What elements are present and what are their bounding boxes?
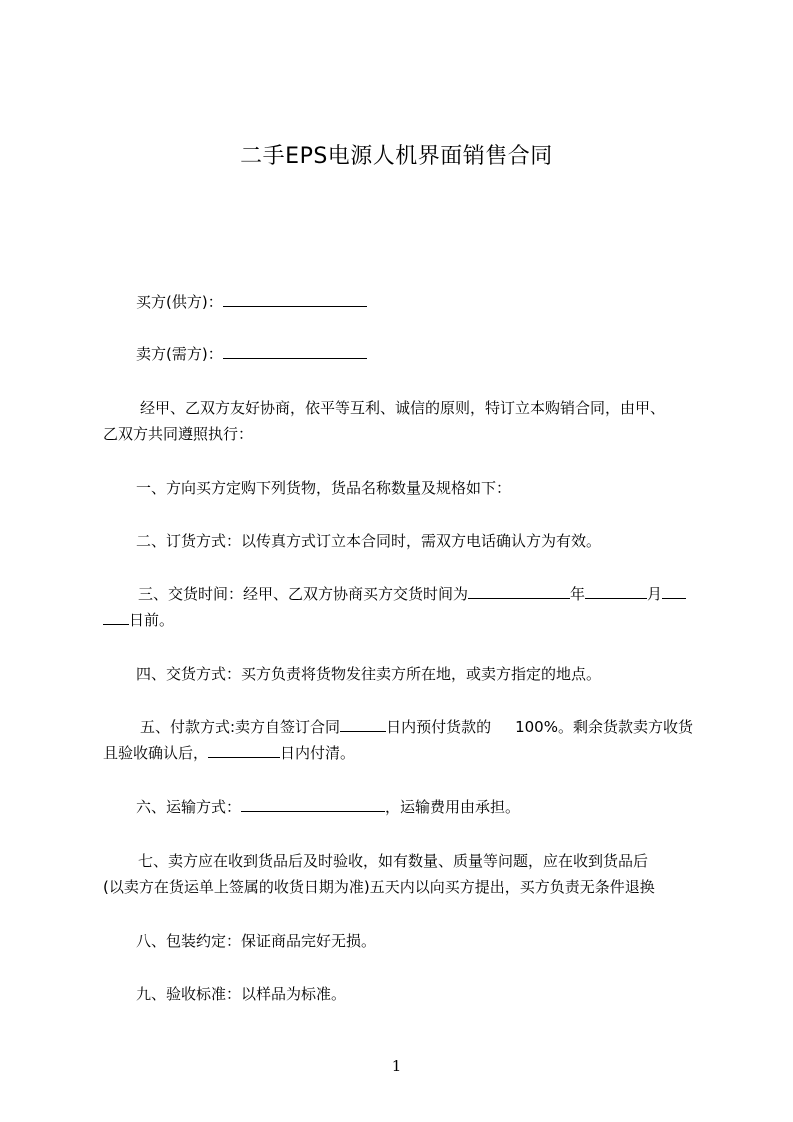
clause-5-line-2-suffix: 日内付清。	[280, 744, 356, 762]
clause-7-line-2: (以卖方在货运单上签属的收货日期为准)五天内以向买方提出，买方负责无条件退换	[103, 878, 655, 896]
clause-3-year: 年	[570, 585, 586, 603]
day-blank	[103, 610, 129, 625]
intro-line-1: 经甲、乙双方友好协商，依平等互利、诚信的原则，特订立本购销合同，由甲、	[140, 399, 666, 417]
intro-line-2: 乙双方共同遵照执行：	[103, 425, 254, 443]
clause-6-suffix: ，运输费用由承担。	[385, 798, 521, 816]
clause-5-percent: 100%。剩余货款卖方收货	[515, 718, 693, 736]
clause-2: 二、订货方式：以传真方式订立本合同时，需双方电话确认方为有效。	[136, 532, 602, 550]
clause-6-prefix: 六、运输方式：	[136, 798, 242, 816]
buyer-line	[136, 292, 367, 312]
clause-4: 四、交货方式：买方负责将货物发往卖方所在地，或卖方指定的地点。	[136, 665, 602, 683]
delivery-date-blank	[468, 584, 570, 599]
seller-label: 卖方(需方)：	[136, 345, 223, 363]
clause-7-line-1: 七、卖方应在收到货品后及时验收，如有数量、质量等问题，应在收到货品后	[138, 852, 649, 870]
transport-method-blank	[241, 797, 385, 812]
seller-blank	[223, 344, 367, 359]
prepay-days-blank	[340, 717, 386, 732]
contract-title: 二手EPS电源人机界面销售合同	[240, 144, 553, 169]
clause-5-middle: 日内预付货款的	[386, 718, 492, 736]
buyer-blank	[223, 292, 367, 307]
page-number: 1	[391, 1057, 402, 1075]
buyer-label: 买方(供方)：	[136, 293, 223, 311]
seller-line	[136, 344, 367, 364]
clause-9: 九、验收标准：以样品为标准。	[136, 985, 347, 1003]
clause-5-line-1	[140, 717, 693, 737]
payoff-days-blank	[208, 743, 280, 758]
clause-5-prefix: 五、付款方式:卖方自签订合同	[140, 718, 341, 736]
clause-3-prefix: 三、交货时间：经甲、乙双方协商买方交货时间为	[138, 585, 469, 603]
clause-5-line-2-prefix: 且验收确认后，	[103, 744, 209, 762]
year-blank	[585, 584, 647, 599]
month-blank	[662, 584, 686, 599]
clause-8: 八、包装约定：保证商品完好无损。	[136, 932, 377, 950]
clause-3-suffix: 日前。	[129, 611, 175, 629]
clause-3-month: 月	[647, 585, 663, 603]
clause-5-line-2	[103, 743, 355, 763]
clause-6	[136, 797, 520, 817]
clause-3-line-2	[103, 610, 174, 630]
clause-1: 一、方向买方定购下列货物，货品名称数量及规格如下：	[136, 479, 512, 497]
clause-3-line-1	[138, 584, 686, 604]
